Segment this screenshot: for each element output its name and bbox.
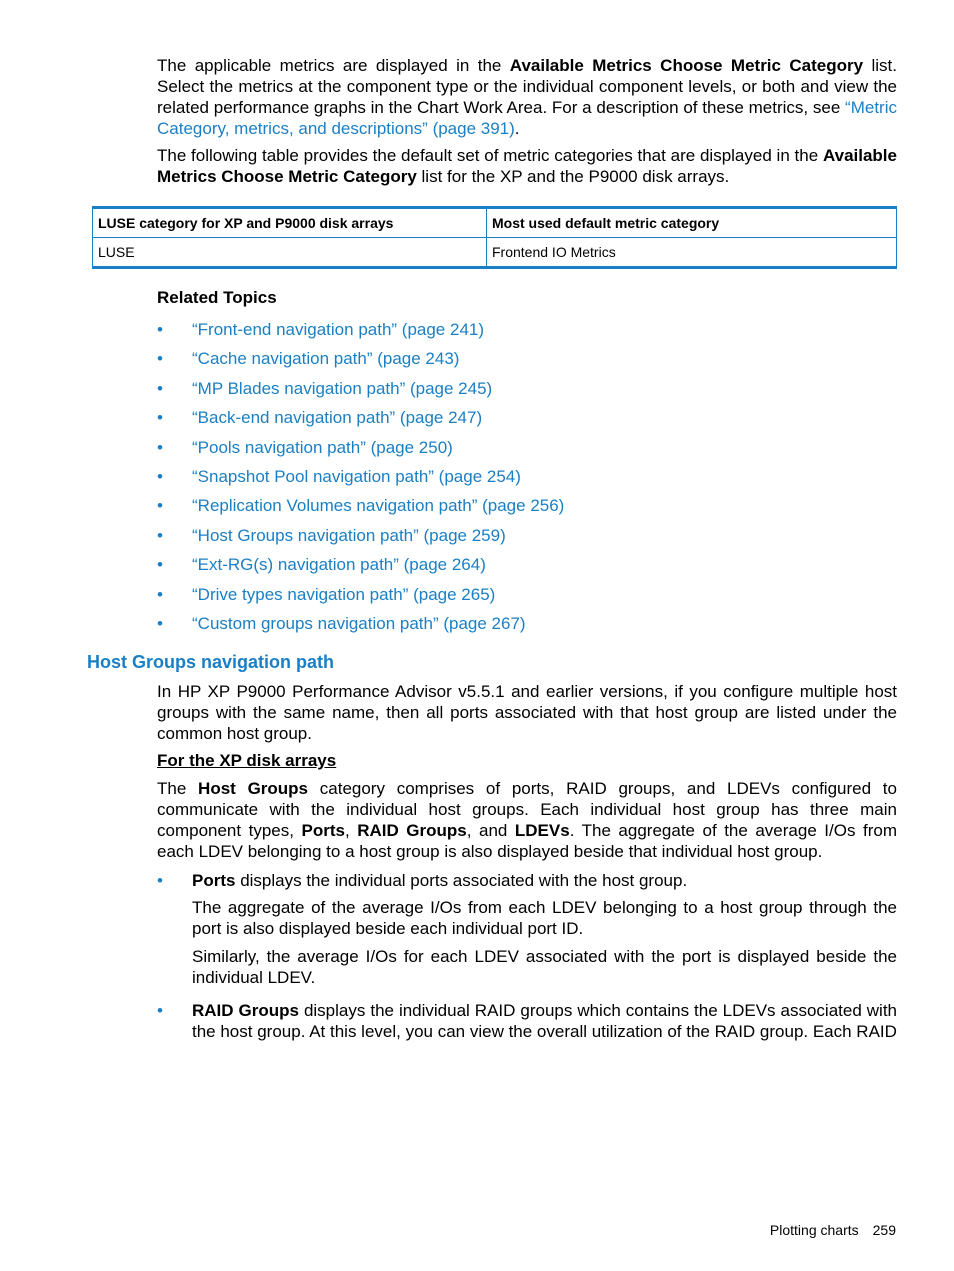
- table-row: [93, 238, 897, 268]
- text: . The aggregate of the average I/Os from each LDEV belonging to a host group is also displayed beside that individual host group.: [157, 821, 897, 861]
- bold-term: Ports: [301, 821, 345, 840]
- text: displays the individual RAID groups which contains the LDEVs associated with the host group. At this level, you can view the overall utilization of the RAID group. Each RAID: [192, 1001, 897, 1041]
- section-heading: Host Groups navigation path: [87, 652, 335, 672]
- related-topic-link[interactable]: “Back-end navigation path” (page 247): [192, 408, 483, 427]
- text: The: [157, 779, 199, 798]
- text: ,: [344, 821, 358, 840]
- ports-bullet: [192, 870, 897, 891]
- text: The following table provides the default set of metric categories that are displayed in the: [157, 146, 823, 165]
- table-cell: LUSE: [93, 238, 487, 268]
- bold-term: LDEVs: [514, 821, 570, 840]
- bullet-icon: •: [157, 555, 163, 574]
- metric-category-link[interactable]: “Metric Category, metrics, and descriptions” (page 391): [157, 98, 897, 138]
- bullet-icon: •: [157, 1001, 163, 1020]
- related-topic-link[interactable]: “Ext-RG(s) navigation path” (page 264): [192, 555, 486, 574]
- bold-term: RAID Groups: [357, 821, 467, 840]
- section-paragraph-1: In HP XP P9000 Performance Advisor v5.5.1 and earlier versions, if you configure multiple host groups with the same name, then all ports associated with that host group are listed under the common host group.: [157, 682, 897, 743]
- intro-paragraph-1: [157, 55, 897, 139]
- bullet-icon: •: [157, 349, 163, 368]
- bullet-icon: •: [157, 320, 163, 339]
- table-header-cell: Most used default metric category: [487, 208, 897, 238]
- subheading: [157, 750, 897, 771]
- footer-label: Plotting charts: [769, 1222, 859, 1238]
- bullet-icon: •: [157, 526, 163, 545]
- subheading-text: For the XP disk arrays: [157, 751, 337, 770]
- text: .: [514, 119, 520, 138]
- bold-term: Available Metrics Choose Metric Category: [157, 146, 897, 186]
- related-topic-link[interactable]: “Front-end navigation path” (page 241): [192, 320, 485, 339]
- table-cell: Frontend IO Metrics: [487, 238, 897, 268]
- bullet-icon: •: [157, 614, 163, 633]
- text: displays the individual ports associated with the host group.: [235, 871, 688, 890]
- bullet-icon: •: [157, 408, 163, 427]
- intro-paragraph-2: [157, 145, 897, 187]
- bullet-icon: •: [157, 871, 163, 890]
- ports-paragraph-2: The aggregate of the average I/Os from each LDEV belonging to a host group through the port is also displayed beside each individual port ID.: [192, 898, 897, 938]
- related-topic-link[interactable]: “Host Groups navigation path” (page 259): [192, 526, 506, 545]
- bullet-icon: •: [157, 438, 163, 457]
- raid-groups-bullet: [192, 1000, 897, 1042]
- related-topic-link[interactable]: “Drive types navigation path” (page 265): [192, 585, 496, 604]
- ports-paragraph-3: Similarly, the average I/Os for each LDEV associated with the port is displayed beside the individual LDEV.: [192, 947, 897, 987]
- related-topic-link[interactable]: “Custom groups navigation path” (page 267): [192, 614, 526, 633]
- text: list for the XP and the P9000 disk arrays.: [416, 167, 730, 186]
- text: The applicable metrics are displayed in the: [157, 56, 510, 75]
- bullet-icon: •: [157, 467, 163, 486]
- related-topics-title: Related Topics: [157, 288, 277, 307]
- luse-table: [92, 206, 897, 269]
- bullet-icon: •: [157, 496, 163, 515]
- table-header-row: [93, 208, 897, 238]
- bold-term: Ports: [192, 871, 236, 890]
- table-header-cell: LUSE category for XP and P9000 disk arrays: [93, 208, 487, 238]
- bullet-icon: •: [157, 585, 163, 604]
- related-topic-link[interactable]: “Snapshot Pool navigation path” (page 254): [192, 467, 521, 486]
- page-number: 259: [872, 1222, 896, 1238]
- bold-term: RAID Groups: [192, 1001, 299, 1020]
- text: , and: [466, 821, 515, 840]
- text: category comprises of ports, RAID groups, and LDEVs configured to communicate with the individual host groups. Each individual host group has three main component types,: [157, 779, 897, 840]
- related-topic-link[interactable]: “Cache navigation path” (page 243): [192, 349, 460, 368]
- related-topic-link[interactable]: “Replication Volumes navigation path” (page 256): [192, 496, 565, 515]
- bold-term: Available Metrics Choose Metric Category: [509, 56, 864, 75]
- related-topic-link[interactable]: “MP Blades navigation path” (page 245): [192, 379, 493, 398]
- bold-term: Host Groups: [198, 779, 309, 798]
- text: list. Select the metrics at the component type or the individual component levels, or both and view the related performance graphs in the Chart Work Area. For a description of these metrics, see: [157, 56, 898, 117]
- related-topic-link[interactable]: “Pools navigation path” (page 250): [192, 438, 453, 457]
- section-paragraph-2: [157, 778, 897, 862]
- bullet-icon: •: [157, 379, 163, 398]
- page-footer: [600, 1222, 896, 1238]
